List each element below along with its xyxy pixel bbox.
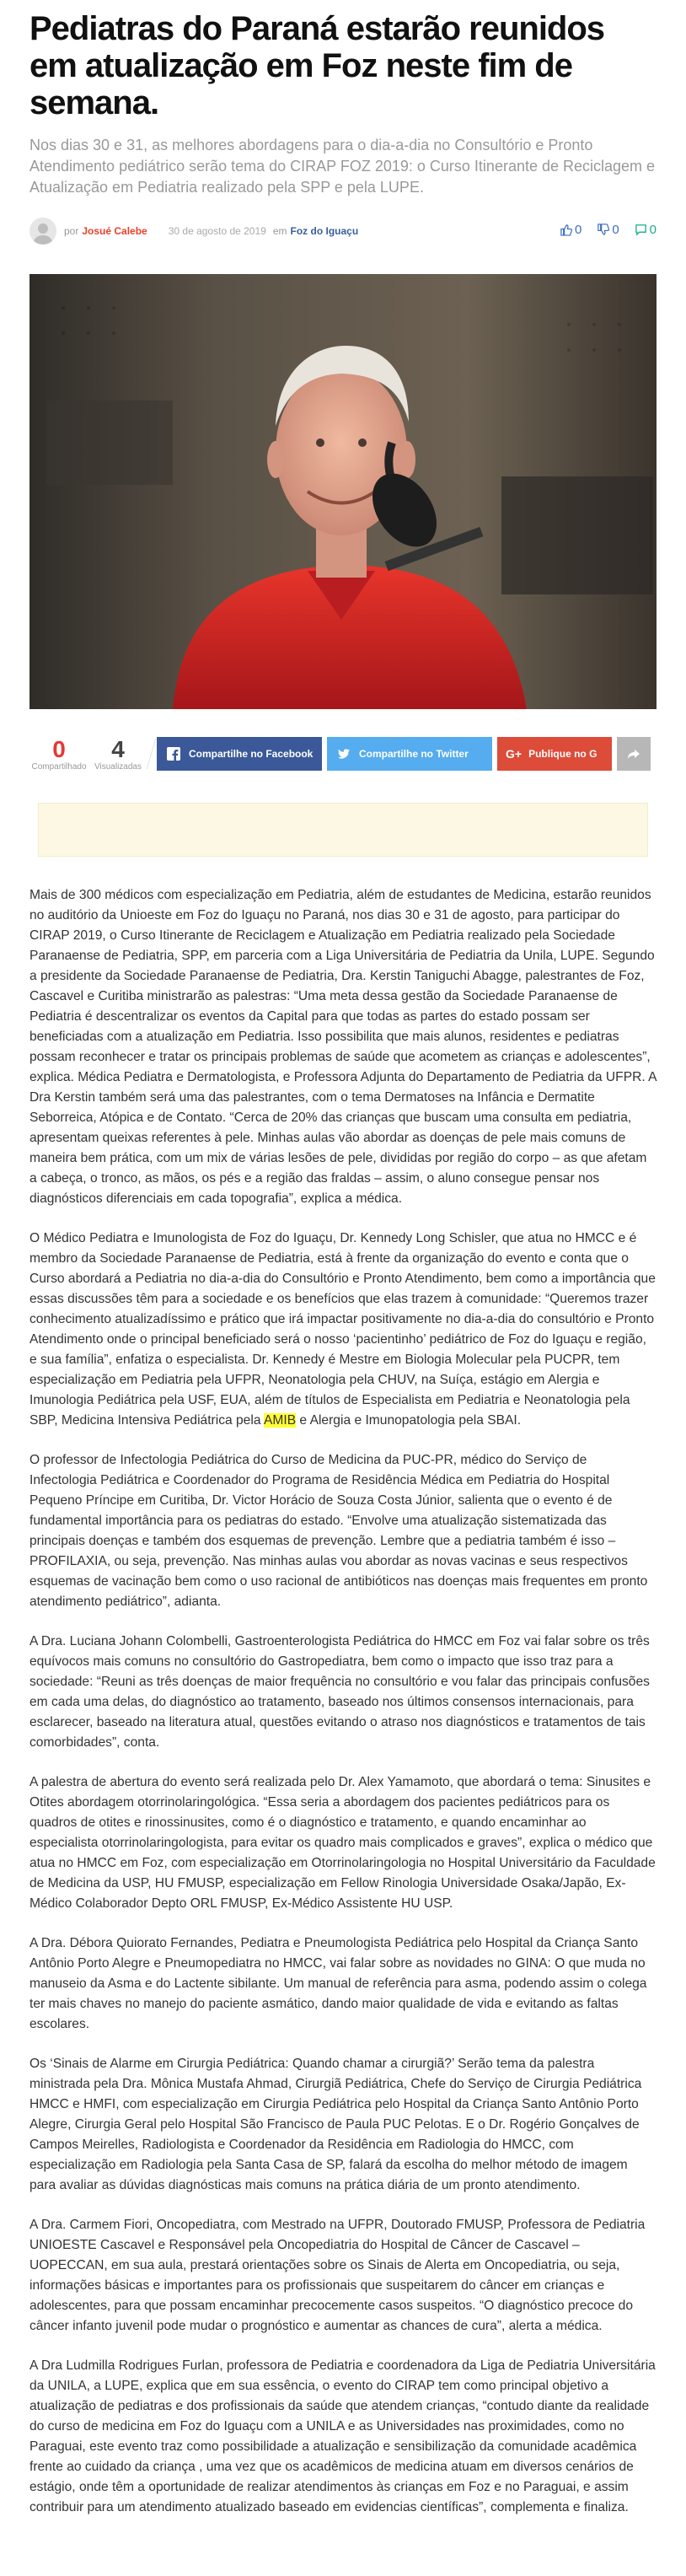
paragraph-8: A Dra. Carmem Fiori, Oncopediatra, com Mestrado na UFPR, Doutorado FMUSP, Professora de Pediatria UNIOESTE Cascavel e Responsável pela Oncopediatria do Hospital de Câncer de Cascavel – UOPECCAN, em sua aula, prestará orientações sobre os Sinais de Alerta em Oncopediatria, ou seja, informações básicas e importantes para os profissionais que suspeitarem do câncer em crianças e adolescentes, para que possam encaminhar precocemente casos suspeitos. “O diagnóstico precoce do câncer infanto juvenil pode mudar o prognóstico e aumentar as chances de cura”, alerta a médica. <box>29 2218 646 2333</box>
google-plus-share-label: Publique no G <box>528 748 598 760</box>
google-plus-share-button[interactable] <box>497 737 612 771</box>
google-plus-icon: G+ <box>506 747 523 761</box>
like-button[interactable] <box>560 223 581 237</box>
advertisement-placeholder <box>38 803 648 857</box>
by-label: por <box>64 225 79 237</box>
share-divider <box>147 739 156 769</box>
twitter-share-button[interactable] <box>327 737 492 771</box>
article-title: Pediatras do Paraná estarão reunidos em atualização em Foz neste fim de semana. <box>29 10 605 121</box>
in-label: em <box>272 225 287 237</box>
category-link[interactable]: Foz do Iguaçu <box>290 225 359 237</box>
share-count <box>29 737 88 772</box>
article-subtitle: Nos dias 30 e 31, as melhores abordagens para o dia-a-dia no Consultório e Pronto Atendimento pediátrico serão tema do CIRAP FOZ 2019: o Curso Itinerante de Reciclagem e Atualização em Pediatria realizado pela SPP e pela LUPE. <box>29 137 656 196</box>
reaction-counters <box>560 223 657 237</box>
like-count: 0 <box>574 223 582 237</box>
paragraph-3: O professor de Infectologia Pediátrica do Curso de Medicina da PUC-PR, médico do Serviço de Infectologia Pediátrica e Coordenador do Programa de Residência Médica em Pediatria do Hospital Pequeno Príncipe em Curitiba, Dr. Victor Horácio de Souza Costa Júnior, salienta que o evento é de fundamental importância para os pediatras do estado. “Envolve uma atualização sistematizada das principais doenças e também dos esquemas de prevenção. Lembre que a pediatria também é isso – PROFILAXIA, ou seja, prevenção. Nas minhas aulas vou abordar as novas vacinas e seus respectivos esquemas de vacinação bem como o uso racional de antibióticos nas doenças mais frequentes em pronto atendimento pediátrico”, adianta. <box>29 1453 648 1609</box>
article-body <box>29 885 657 2518</box>
facebook-share-button[interactable] <box>157 737 322 771</box>
paragraph-9: A Dra Ludmilla Rodrigues Furlan, professora de Pediatria e coordenadora da Liga de Pediatria Universitária da UNILA, a LUPE, explica que em sua essência, o evento do CIRAP tem como principal objetivo a atualização de pediatras e dos profissionais da saúde que atendem crianças, “contudo diante da realidade do curso de medicina em Foz do Iguaçu com a UNILA e as Universidades nas proximidades, como no Paraguai, este evento traz como possibilidade a atualização e sensibilização da comunidade acadêmica frente ao cuidado da criança , uma vez que os acadêmicos de medicina atuam em diversos cenários de estágio, onde têm a oportunidade de realizar atendimentos às crianças em Foz e no Paraguai, e assim contribuir para um atendimento atualizado baseado em evidencias científicas”, complementa e finaliza. <box>29 2358 656 2514</box>
share-count-number: 0 <box>52 735 66 762</box>
thumbs-up-icon <box>560 223 572 236</box>
share-bar <box>29 733 657 775</box>
dislike-count: 0 <box>612 223 619 237</box>
comments-button[interactable] <box>635 223 657 237</box>
paragraph-1: Mais de 300 médicos com especialização em Pediatria, além de estudantes de Medicina, estarão reunidos no auditório da Unioeste em Foz do Iguaçu no Paraná, nos dias 30 e 31 de agosto, para participar do CIRAP 2019, o Curso Itinerante de Reciclagem e Atualização em Pediatria realizado pela Sociedade Paranaense de Pediatria, SPP, em parceria com a Liga Universitária de Pediatria da Unila, LUPE. Segundo a presidente da Sociedade Paranaense de Pediatria, Dra. Kerstin Taniguchi Abagge, palestrantes de Foz, Cascavel e Curitiba ministrarão as palestras: “Uma meta dessa gestão da Sociedade Paranaense de Pediatria é descentralizar os eventos da Capital para que todas as partes do estado possam ser beneficiadas com a atualização em Pediatria. Isso possibilita que mais alunos, residentes e pediatras possam reconhecer e tratar os principais problemas de saúde que acometem as crianças e adolescentes”, explica. Médica Pediatra e Dermatologista, e Professora Adjunta do Departamento de Pediatria da UFPR. A Dra Kerstin também será uma das palestrantes, com o tema Dermatoses na Infância e Dermatite Seborreica, Atópica e de Contato. “Cerca de 20% das crianças que buscam uma consulta em pediatria, apresentam queixas referentes à pele. Minhas aulas vão abordar as doenças de pele mais comuns de maneira bem prática, com um mix de várias lesões de pele, divididas por região do corpo – as que afetam a cabeça, o tronco, as mãos, os pés e a região das fraldas – assim, o aluno consegue pensar nos diagnósticos diferenciais em cada topografia”, explica a médica. <box>29 888 657 1206</box>
facebook-share-label: Compartilhe no Facebook <box>189 748 314 760</box>
paragraph-2-text-a: O Médico Pediatra e Imunologista de Foz do Iguaçu, Dr. Kennedy Long Schisler, que atua no HMCC e é membro da Sociedade Paranaense de Pediatria, está à frente da organização do evento e conta que o Curso abordará a Pediatria no dia-a-dia do Consultório e Pronto Atendimento, bem como a importância que essas discussões têm para a sociedade e os benefícios que elas trazem à comunidade: “Queremos trazer conhecimento atualizadíssimo e prático que irá impactar positivamente no dia-a-dia do consultório e Pronto Atendimento onde o principal beneficiado será o nosso ‘pacientinho’ pediátrico de Foz do Iguaçu e região, e sua família”, enfatiza o especialista. Dr. Kennedy é Mestre em Biologia Molecular pela PUCPR, tem especialização em Pediatria pela UFPR, Neonatologia pela CHUV, na Suíça, estágio em Alergia e Imunologia Pediátrica pela USF, EUA, além de títulos de Especialista em Pediatria e Neonatologia pela SBP, Medicina Intensiva Pediátrica pela <box>29 1231 656 1428</box>
thumbs-down-icon <box>597 223 609 236</box>
view-count <box>88 737 147 772</box>
facebook-icon <box>167 747 180 761</box>
view-count-number: 4 <box>111 735 125 762</box>
paragraph-6: A Dra. Débora Quiorato Fernandes, Pediatra e Pneumologista Pediátrica pelo Hospital da Criança Santo Antônio Porto Alegre e Pneumopediatra no HMCC, vai falar sobre as novidades no GINA: O que muda no manuseio da Asma e do Lactente sibilante. Um manual de referência para asma, podendo assim o colega ter mais chaves no manejo do paciente asmático, dando maior qualidade de vida e evitando as faltas escolares. <box>29 1936 647 2031</box>
paragraph-5: A palestra de abertura do evento será realizada pelo Dr. Alex Yamamoto, que abordará o tema: Sinusites e Otites abordagem otorrinolaringológica. “Essa seria a abordagem dos pacientes pediátricos para os quadros de otites e rinossinusites, como é o diagnóstico e tratamento, e quando encaminhar ao especialista otorrinolaringologista, para evitar os quadro mais complicados e graves”, explica o médico que atua no HMCC em Foz, com especialização em Otorrinolaringologia no Hospital Universitário da Faculdade de Medicina da USP, HU FMUSP, especialização em Fellow Rinologia Universidade Osaka/Japão, Ex-Médico Colaborador Depto ORL FMUSP, Ex-Médico Assistente HU USP. <box>29 1775 656 1911</box>
share-count-label: Compartilhado <box>31 761 87 772</box>
article-meta <box>29 210 657 252</box>
dislike-button[interactable] <box>597 223 619 237</box>
publish-date: 30 de agosto de 2019 <box>168 225 266 237</box>
paragraph-2 <box>29 1229 657 1431</box>
paragraph-4: A Dra. Luciana Johann Colombelli, Gastroenterologista Pediátrica do HMCC em Foz vai falar sobre os três equívocos mais comuns no consultório do Gastropediatra, bem como o impacto que isso traz para a sociedade: “Reuni as três doenças de maior frequência no consultório e vou falar das principais confusões em cada uma delas, do diagnóstico ao tratamento, baseado nos últimos consensos internacionais, para esclarecer, baseado na literatura atual, questões evitando o atraso nos diagnósticos e tratamentos de tais comorbidades”, conta. <box>29 1634 650 1750</box>
more-share-button[interactable] <box>617 737 651 771</box>
view-count-label: Visualizadas <box>94 761 142 772</box>
author-link[interactable]: Josué Calebe <box>82 225 147 237</box>
share-arrow-icon <box>627 747 640 761</box>
comment-count: 0 <box>649 223 657 237</box>
user-avatar-icon[interactable] <box>29 218 56 245</box>
paragraph-7: Os ‘Sinais de Alarme em Cirurgia Pediátrica: Quando chamar a cirurgiã?’ Serão tema da palestra ministrada pela Dra. Mônica Mustafa Ahmad, Cirurgiã Pediátrica, Chefe do Serviço de Cirurgia Pediátrica HMCC e HMFI, com especialização em Cirurgia Pediátrica pelo Hospital da Criança Santo Antônio Porto Alegre, Cirurgia Geral pelo Hospital São Francisco de Paula PUC Pelotas. E o Dr. Rogério Gonçalves de Campos Meirelles, Radiologista e Coordenador da Residência em Radiologia do HMCC, com especialização em Radiologia pela Santa Casa de SP, falará da escolha do melhor método de imagem para avaliar as dúvidas diagnósticas mais comuns na prática diária de um pronto atendimento. <box>29 2057 642 2192</box>
paragraph-2-text-b: e Alergia e Imunopatologia pela SBAI. <box>296 1413 522 1428</box>
twitter-share-label: Compartilhe no Twitter <box>359 748 469 760</box>
highlighted-term: AMIB <box>263 1413 297 1428</box>
comment-icon <box>635 223 647 236</box>
featured-image <box>29 274 657 709</box>
twitter-icon <box>337 747 351 761</box>
